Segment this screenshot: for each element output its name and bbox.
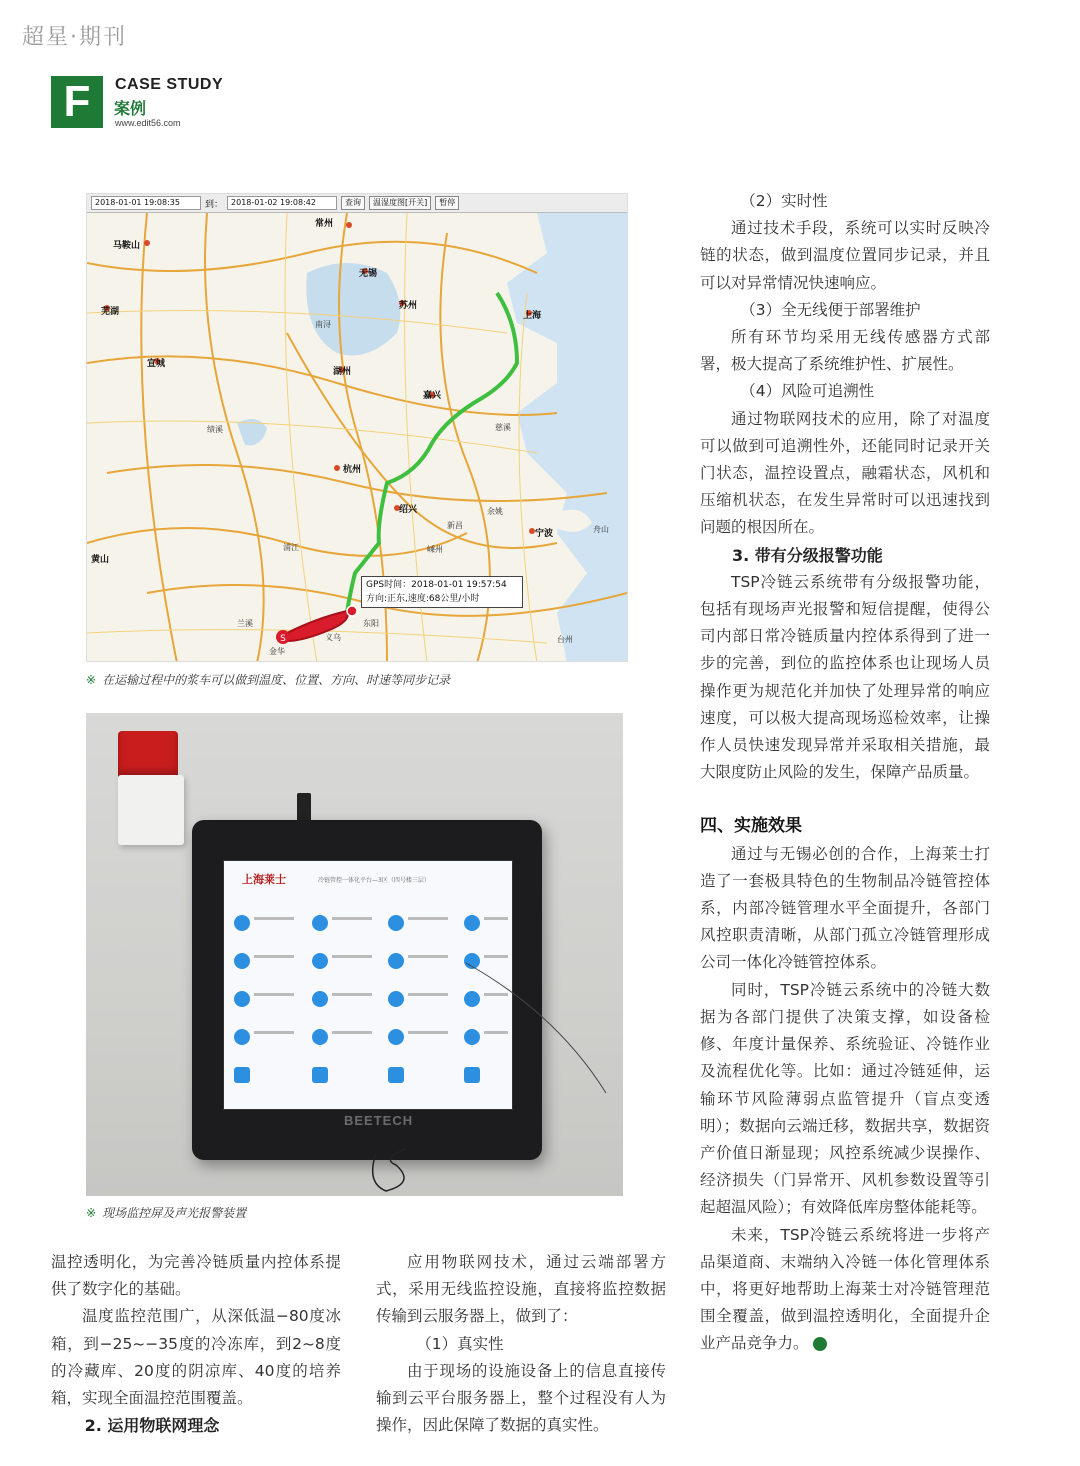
town-label: 浦江	[283, 543, 299, 552]
text-column-3	[700, 188, 990, 1358]
sub-heading: （1）真实性	[416, 1334, 504, 1353]
section-logo	[51, 76, 103, 128]
caption-bullet-icon: ※	[86, 673, 97, 687]
section-title-en: CASE STUDY	[115, 76, 224, 93]
device-brand: BEETECH	[344, 1113, 414, 1128]
chapter-heading: 四、实施效果	[700, 816, 802, 837]
monitor-photo	[86, 713, 623, 1196]
gps-time: GPS时间：2018-01-01 19:57:54	[366, 580, 507, 590]
map-toolbar	[87, 194, 628, 213]
town-label: 慈溪	[495, 423, 511, 432]
map-caption-text: 在运输过程中的浆车可以做到温度、位置、方向、时速等同步记录	[102, 673, 451, 687]
start-time-field[interactable]: 2018-01-01 19:08:35	[91, 196, 201, 210]
town-label: 绩溪	[207, 425, 223, 434]
city-label: 湖州	[333, 367, 352, 377]
section-title-cn: 案例	[114, 99, 147, 118]
sub-heading: （4）风险可追溯性	[740, 382, 875, 401]
photo-caption-text: 现场监控屏及声光报警装置	[102, 1206, 247, 1220]
screen-title: 冷链管控一体化平台—3区（四号楼三层）	[318, 877, 430, 884]
photo-caption	[86, 1204, 246, 1221]
city-label: 绍兴	[399, 505, 418, 515]
sea-area	[507, 213, 628, 662]
section-heading: 3. 带有分级报警功能	[732, 545, 883, 565]
gps-info-popup	[361, 576, 523, 608]
town-label: 兰溪	[237, 619, 253, 628]
text-column-1	[51, 1249, 341, 1439]
gps-direction-speed: 方向:正东,速度:68公里/小时	[366, 594, 480, 604]
taihu-lake	[306, 263, 400, 356]
end-mark-icon: ✓	[813, 1337, 827, 1351]
sub-heading: （3）全无线便于部署维护	[740, 300, 921, 319]
city-label: 苏州	[399, 301, 418, 311]
sub-heading: （2）实时性	[740, 192, 828, 210]
to-label: 到：	[205, 199, 224, 210]
paragraph: 应用物联网技术，通过云端部署方式，采用无线监控设施，直接将监控数据传输到云服务器上，做到了：	[376, 1253, 666, 1326]
caption-bullet-icon: ※	[86, 1206, 97, 1220]
paragraph: 温度监控范围广，从深低温−80度冰箱，到−25~−35度的冷冻库，到2~8度的冷藏库、20度的阴凉库、40度的培养箱，实现全面温控范围覆盖。	[51, 1307, 341, 1408]
city-label: 杭州	[343, 465, 362, 475]
map-caption	[86, 671, 450, 688]
map-figure	[86, 193, 628, 662]
town-label: 金华	[269, 647, 285, 656]
logo-letter: F	[63, 77, 91, 126]
site-url: www.edit56.com	[115, 118, 181, 128]
city-label: 常州	[315, 219, 334, 229]
temp-humidity-button[interactable]: 温湿度图[开关]	[369, 196, 431, 210]
city-label: 宣城	[147, 359, 166, 369]
start-marker-label: S	[280, 634, 286, 644]
end-marker	[347, 606, 357, 616]
paragraph: 温控透明化，为完善冷链质量内控体系提供了数字化的基础。	[51, 1253, 341, 1299]
paragraph: TSP冷链云系统带有分级报警功能，包括有现场声光报警和短信提醒，使得公司内部日常冷链质量内控体系得到了进一步的完善，到位的监控体系也让现场人员操作更为规范化并加快了处理异常的响应速度，可以极大提高现场巡检效率，让操作人员快速发现异常并采取相关措施，最大限度防止风险的发生，保障产品质量。	[700, 572, 990, 782]
text-column-2	[376, 1249, 666, 1439]
paragraph-text: 未来，TSP冷链云系统将进一步将产品渠道商、末端纳入冷链一体化管理体系中，将更好地帮助上海莱士对冷链管理范围全覆盖，做到温控透明化，全面提升企业产品竞争力。	[700, 1225, 990, 1353]
town-label: 东阳	[363, 619, 379, 628]
city-label: 无锡	[359, 269, 378, 279]
paragraph: 所有环节均采用无线传感器方式部署，极大提高了系统维护性、扩展性。	[700, 328, 990, 374]
masthead: 超星·期刊	[22, 25, 127, 50]
cable	[86, 713, 623, 1196]
end-time-field[interactable]: 2018-01-02 19:08:42	[227, 196, 337, 210]
city-label: 宁波	[535, 529, 554, 539]
city-label: 芜湖	[101, 307, 120, 317]
screen-brand: 上海莱士	[242, 873, 286, 886]
city-label: 上海	[523, 311, 542, 321]
section-heading: 2. 运用物联网理念	[84, 1416, 220, 1436]
map-canvas	[87, 213, 628, 662]
paragraph: 通过与无锡必创的合作，上海莱士打造了一套极具特色的生物制品冷链管控体系，内部冷链管理水平全面提升，各部门风控职责清晰，从部门孤立冷链管理形成公司一体化冷链管控体系。	[700, 844, 990, 972]
town-label: 南浔	[315, 320, 331, 329]
spacer	[700, 786, 990, 813]
paragraph	[700, 1222, 990, 1358]
town-label: 余姚	[487, 507, 503, 516]
paragraph: 通过技术手段，系统可以实时反映冷链的状态，做到温度位置同步记录，并且可以对异常情况快速响应。	[700, 219, 990, 292]
paragraph: 同时，TSP冷链云系统中的冷链大数据为各部门提供了决策支撑，如设备检修、年度计量保养、系统验证、冷链作业及流程优化等。比如：通过冷链延伸，运输环节风险薄弱点监管提升（盲点变透明）；数据向云端迁移，数据共享，数据资产价值日渐显现；风控系统减少误操作、经济损失（门异常开、风机参数设置等引起超温风险）；有效降低库房整体能耗等。	[700, 980, 990, 1217]
town-label: 义乌	[325, 633, 341, 642]
paragraph: 通过物联网技术的应用，除了对温度可以做到可追溯性外，还能同时记录开关门状态，温控设置点，融霜状态，风机和压缩机状态，在发生异常时可以迅速找到问题的根因所在。	[700, 409, 990, 537]
paragraph: 由于现场的设施设备上的信息直接传输到云平台服务器上，整个过程没有人为操作，因此保障了数据的真实性。	[376, 1361, 666, 1435]
town-label: 舟山	[593, 525, 609, 534]
city-label: 马鞍山	[113, 241, 141, 251]
city-label: 黄山	[91, 555, 110, 565]
query-button[interactable]: 查询	[341, 196, 365, 210]
town-label: 嵊州	[427, 545, 443, 554]
city-label: 嘉兴	[423, 391, 442, 401]
pause-button[interactable]: 暂停	[435, 196, 459, 210]
town-label: 台州	[557, 635, 573, 644]
town-label: 新昌	[447, 521, 463, 530]
